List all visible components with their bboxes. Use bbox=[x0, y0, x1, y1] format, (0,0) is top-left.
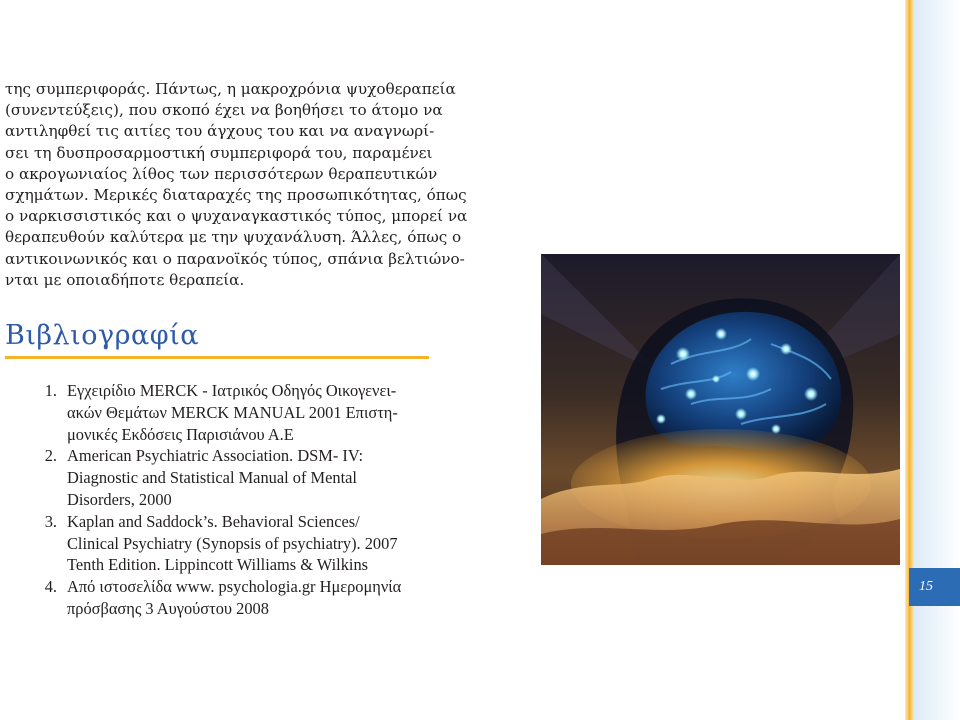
reference-item bbox=[5, 511, 445, 576]
brain-illustration-graphic bbox=[541, 254, 900, 565]
body-line: αντιληφθεί τις αιτίες του άγχους του και να αναγνωρί- bbox=[5, 122, 435, 141]
reference-number: 3. bbox=[44, 511, 57, 531]
reference-line: Tenth Edition. Lippincott Williams & Wilkins bbox=[67, 555, 369, 575]
body-line: ο ναρκισσιστικός και ο ψυχαναγκαστικός τύπος, μπορεί να bbox=[5, 207, 468, 226]
body-paragraph bbox=[5, 79, 468, 291]
reference-item bbox=[5, 380, 445, 445]
heading-underline bbox=[5, 356, 429, 359]
reference-item bbox=[5, 576, 445, 620]
reference-line: μονικές Εκδόσεις Παρισιάνου Α.Ε bbox=[67, 424, 294, 444]
side-accent-bar bbox=[905, 0, 914, 720]
body-line: σει τη δυσπροσαρμοστική συμπεριφορά του, παραμένει bbox=[5, 143, 433, 162]
reference-line: Clinical Psychiatry (Synopsis of psychiatry). 2007 bbox=[67, 533, 398, 553]
body-line: σχημάτων. Μερικές διαταραχές της προσωπικότητας, όπως bbox=[5, 185, 467, 204]
reference-line: Εγχειρίδιο MERCK - Ιατρικός Οδηγός Οικογενει- bbox=[67, 381, 397, 400]
reference-line: American Psychiatric Association. DSM- IV: bbox=[67, 446, 364, 466]
reference-line: Disorders, 2000 bbox=[67, 489, 172, 509]
body-line: ο ακρογωνιαίος λίθος των περισσότερων θεραπευτικών bbox=[5, 164, 438, 183]
body-line: θεραπευθούν καλύτερα με την ψυχανάλυση. Άλλες, όπως ο bbox=[5, 228, 462, 247]
reference-line: Από ιστοσελίδα www. psychologia.gr Ημερομηνία bbox=[67, 577, 402, 597]
reference-number: 1. bbox=[44, 381, 57, 400]
reference-number: 4. bbox=[44, 577, 57, 597]
brain-illustration bbox=[541, 254, 900, 565]
reference-line: ακών Θεμάτων MERCK MANUAL 2001 Επιστη- bbox=[67, 402, 398, 422]
section-heading-bibliography: Βιβλιογραφία bbox=[5, 320, 199, 351]
reference-item bbox=[5, 445, 445, 510]
reference-line: Kaplan and Saddock’s. Behavioral Sciences/ bbox=[67, 511, 360, 531]
body-line: (συνεντεύξεις), που σκοπό έχει να βοηθήσει το άτομο να bbox=[5, 101, 443, 120]
side-panel bbox=[914, 0, 960, 720]
reference-number: 2. bbox=[44, 446, 57, 466]
body-line: νται με οποιαδήποτε θεραπεία. bbox=[5, 270, 245, 289]
reference-list bbox=[5, 380, 445, 620]
page-number: 15 bbox=[919, 579, 933, 594]
body-line: της συμπεριφοράς. Πάντως, η μακροχρόνια ψυχοθεραπεία bbox=[5, 80, 456, 98]
reference-line: Diagnostic and Statistical Manual of Mental bbox=[67, 468, 357, 488]
reference-line: πρόσβασης 3 Αυγούστου 2008 bbox=[67, 598, 269, 618]
body-line: αντικοινωνικός και ο παρανοϊκός τύπος, σπάνια βελτιώνο- bbox=[5, 249, 465, 268]
